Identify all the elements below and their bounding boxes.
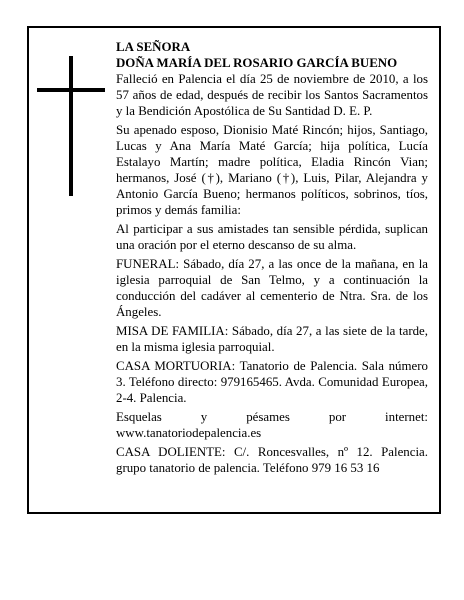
paragraph-family: Su apenado esposo, Dionisio Maté Rincón; hijos, Santiago, Lucas y Ana María Maté García; hija política, Lucía Estalayo Martín; madre política, Eladia Rincón Vian; hermanos, José (†), Mariano (†), Luis, Pilar, Alejandra y Antonio García Bueno; hermanos políticos, sobrinos, tíos, primos y demás familia: xyxy=(116,123,428,217)
paragraph-home: CASA DOLIENTE: C/. Roncesvalles, nº 12. Palencia. grupo tanatorio de palencia. Teléfono 979 16 53 16 xyxy=(116,445,428,475)
cross-icon xyxy=(69,56,73,196)
paragraph-funeral: FUNERAL: Sábado, día 27, a las once de la mañana, en la iglesia parroquial de San Telmo, y a continuación la conducción del cadáver al cementerio de Ntra. Sra. de los Ángeles. xyxy=(116,257,428,319)
title-line-1: LA SEÑORA xyxy=(116,40,191,54)
paragraph-family-mass: MISA DE FAMILIA: Sábado, día 27, a las siete de la tarde, en la misma iglesia parroquial. xyxy=(116,324,428,354)
paragraph-death: Falleció en Palencia el día 25 de noviembre de 2010, a los 57 años de edad, después de recibir los Santos Sacramentos y la Bendición Apostólica de Su Santidad D. E. P. xyxy=(116,72,428,118)
obituary-text xyxy=(116,39,428,476)
paragraph-request: Al participar a sus amistades tan sensible pérdida, suplican una oración por el eterno descanso de su alma. xyxy=(116,222,428,252)
paragraph-funeral-home: CASA MORTUORIA: Tanatorio de Palencia. Sala número 3. Teléfono directo: 979165465. Avda. Comunidad Europea, 2-4. Palencia. xyxy=(116,359,428,405)
deceased-name: DOÑA MARÍA DEL ROSARIO GARCÍA BUENO xyxy=(116,56,398,70)
cross-icon-bar xyxy=(37,88,105,92)
paragraph-internet: Esquelas y pésames por internet: www.tanatoriodepalencia.es xyxy=(116,410,428,440)
